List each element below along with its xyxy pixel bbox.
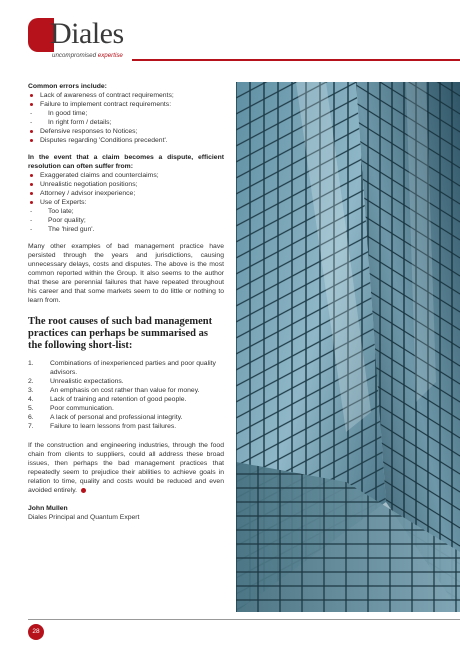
diales-logo bbox=[28, 14, 148, 66]
list-item: Exaggerated claims and counterclaims; bbox=[28, 171, 224, 180]
list-item: Lack of awareness of contract requirements; bbox=[28, 91, 224, 100]
page-number: 28 bbox=[28, 624, 44, 640]
errors-list bbox=[28, 91, 224, 145]
logo-tagline: uncompromised expertise bbox=[52, 52, 123, 59]
list-item: 2. Unrealistic expectations. bbox=[28, 378, 124, 385]
list-item: - In good time; bbox=[28, 109, 224, 118]
dispute-list bbox=[28, 171, 224, 234]
list-item: Unrealistic negotiation positions; bbox=[28, 180, 224, 189]
footer-rule bbox=[28, 619, 460, 620]
list-item: Use of Experts: bbox=[28, 198, 224, 207]
list-item: 1. Combinations of inexperienced parties and poor quality advisors. bbox=[28, 360, 216, 376]
header-rule bbox=[132, 59, 460, 61]
list-item: - In right form / details; bbox=[28, 118, 224, 127]
list-item: - Poor quality; bbox=[28, 216, 224, 225]
logo-wordmark: Diales bbox=[50, 17, 124, 50]
skyscraper-photo bbox=[236, 82, 460, 612]
list-item: 4. Lack of training and retention of good people. bbox=[28, 396, 187, 403]
author-name: John Mullen bbox=[28, 505, 68, 512]
dispute-heading: In the event that a claim becomes a dispute, efficient resolution can often suffer from: bbox=[28, 154, 224, 170]
list-item: Disputes regarding 'Conditions precedent'. bbox=[28, 136, 224, 145]
body-paragraph-1: Many other examples of bad management practice have persisted through the years and jurisdictions, causing unnecessary delays, costs and disputes. The above is the most common reported within the Group. It also seems to the author that these are perennial failures that have repeated throughout his career and that some markets seem to do little or nothing to learn from. bbox=[28, 243, 224, 304]
end-mark-icon bbox=[81, 488, 86, 493]
causes-list bbox=[28, 359, 224, 431]
list-item: - Too late; bbox=[28, 207, 224, 216]
list-item: 3. An emphasis on cost rather than value for money. bbox=[28, 387, 200, 394]
author-title: Diales Principal and Quantum Expert bbox=[28, 514, 140, 521]
text-column bbox=[28, 82, 224, 522]
body-paragraph-2: If the construction and engineering industries, through the food chain from clients to suppliers, could all address these broad issues, then perhaps the bad management practices that repeatedly seem to prejudice their abilities to achieve goals in relation to time, quality and costs would be reduced and even avoided entirely. bbox=[28, 442, 224, 494]
list-item: 7. Failure to learn lessons from past failures. bbox=[28, 423, 177, 430]
list-item: Defensive responses to Notices; bbox=[28, 127, 224, 136]
errors-heading: Common errors include: bbox=[28, 83, 107, 90]
list-item: Failure to implement contract requirements: bbox=[28, 100, 224, 109]
list-item: 5. Poor communication. bbox=[28, 405, 114, 412]
list-item: Attorney / advisor inexperience; bbox=[28, 189, 224, 198]
list-item: 6. A lack of personal and professional integrity. bbox=[28, 414, 183, 421]
list-item: - The 'hired gun'. bbox=[28, 225, 224, 234]
section-subheading: The root causes of such bad management practices can perhaps be summarised as the following short-list: bbox=[28, 316, 213, 351]
